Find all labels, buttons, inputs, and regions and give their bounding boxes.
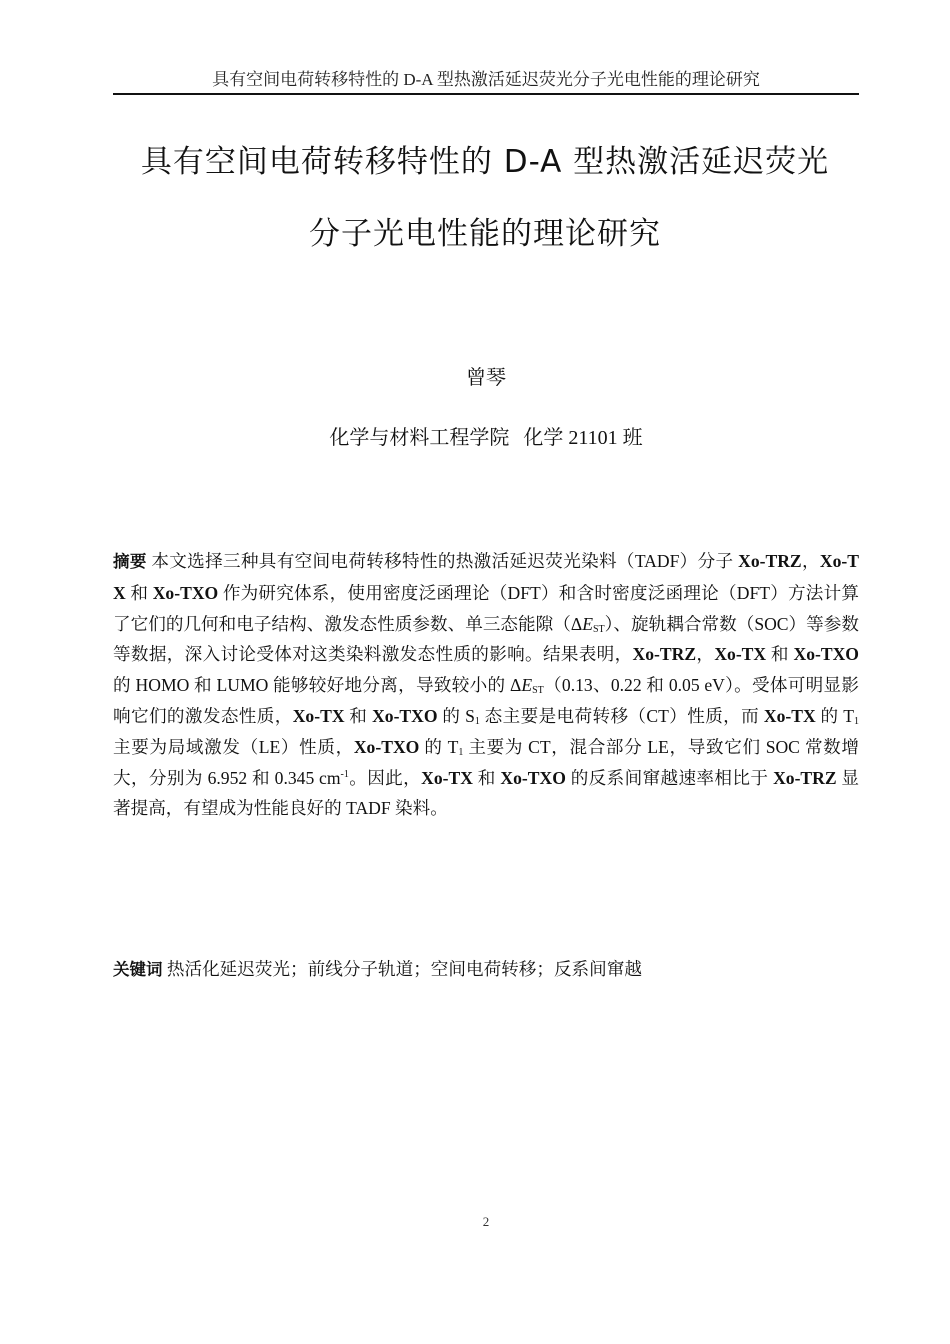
abstract-text: 主要为局域激发（LE）性质， (113, 736, 354, 757)
abstract-text: 和 (344, 705, 373, 726)
abstract-text: 的 T (815, 705, 854, 726)
author-affiliation (113, 424, 859, 452)
affiliation-school: 化学与材料工程学院 (329, 427, 510, 449)
superscript: -1 (340, 768, 349, 780)
energy-symbol: E (521, 675, 533, 696)
molecule-name: Xo-TRZ (632, 644, 697, 665)
page-number: 2 (482, 1214, 490, 1229)
molecule-name: Xo-TXO (793, 644, 859, 665)
energy-symbol: E (582, 613, 593, 634)
abstract-text: 显著提高，有望成为性能良好的 TADF 染料。 (113, 767, 859, 819)
running-header: 具有空间电荷转移特性的 D-A 型热激活延迟荧光分子光电性能的理论研究 (212, 70, 760, 89)
paper-title-line-2: 分子光电性能的理论研究 (309, 216, 661, 252)
affiliation-class: 化学 21101 班 (523, 427, 643, 449)
abstract-text: 主要为 CT，混合部分 LE，导致它们 SOC 常数增大，分别为 6.952 和 0.345 cm (113, 736, 859, 788)
molecule-name: Xo-TX (292, 705, 345, 726)
keywords-line (113, 954, 859, 985)
abstract-text: 本文选择三种具有空间电荷转移特性的热激活延迟荧光染料（TADF）分子 (146, 551, 739, 571)
molecule-name: Xo-TXO (372, 705, 438, 726)
keywords-text: 热活化延迟荧光；前线分子轨道；空间电荷转移；反系间窜越 (162, 959, 642, 979)
abstract-text: 和 (766, 644, 794, 665)
molecule-name: Xo-TX (763, 705, 816, 726)
abstract-text: 和 (125, 582, 153, 603)
molecule-name: Xo-TX (714, 644, 767, 665)
abstract-text: 态主要是电荷转移（CT）性质，而 (479, 705, 764, 726)
molecule-name: Xo-TX (421, 767, 473, 788)
molecule-name: Xo-TRZ (738, 551, 802, 571)
abstract-text: 作为研究体系，使用密度泛函理论（DFT）和含时密度泛函理论（DFT）方法计算了它们的几何和电子结构、激发态性质参数、单三态能隙（Δ (113, 582, 859, 634)
abstract-text: 的反系间窜越速率相比于 (565, 767, 774, 788)
molecule-name: Xo-TXO (500, 767, 566, 788)
subscript: ST (592, 623, 605, 635)
abstract-text: ， (696, 644, 715, 665)
keywords-label: 关键词 (113, 960, 163, 979)
abstract-text: 的 T (419, 736, 459, 757)
molecule-name: Xo-TX (113, 551, 860, 603)
abstract-text: ， (801, 551, 820, 571)
abstract-text: ）、旋轨耦合常数（SOC）等参数等数据，深入讨论受体对这类染料激发态性质的影响。结果表明， (113, 613, 859, 665)
molecule-name: Xo-TXO (152, 582, 219, 603)
molecule-name: Xo-TRZ (773, 767, 837, 788)
abstract-label: 摘要 (113, 552, 147, 571)
subscript: ST (532, 685, 544, 697)
abstract-text: 和 (472, 767, 501, 788)
abstract-text: 的 HOMO 和 LUMO 能够较好地分离，导致较小的 Δ (113, 675, 522, 696)
header-rule (113, 93, 859, 95)
abstract-text: 的 S (437, 705, 475, 726)
subscript: 1 (458, 746, 464, 758)
abstract-text: （0.13、0.22 和 0.05 eV）。受体可明显影响它们的激发态性质， (113, 675, 859, 726)
abstract-text: 。因此， (348, 767, 422, 788)
abstract-paragraph (113, 546, 859, 824)
subscript: 1 (474, 715, 480, 727)
subscript: 1 (853, 715, 859, 727)
paper-title-line-1: 具有空间电荷转移特性的 D-A 型热激活延迟荧光 (140, 144, 830, 180)
author-name: 曾琴 (466, 367, 506, 389)
molecule-name: Xo-TXO (353, 736, 420, 757)
